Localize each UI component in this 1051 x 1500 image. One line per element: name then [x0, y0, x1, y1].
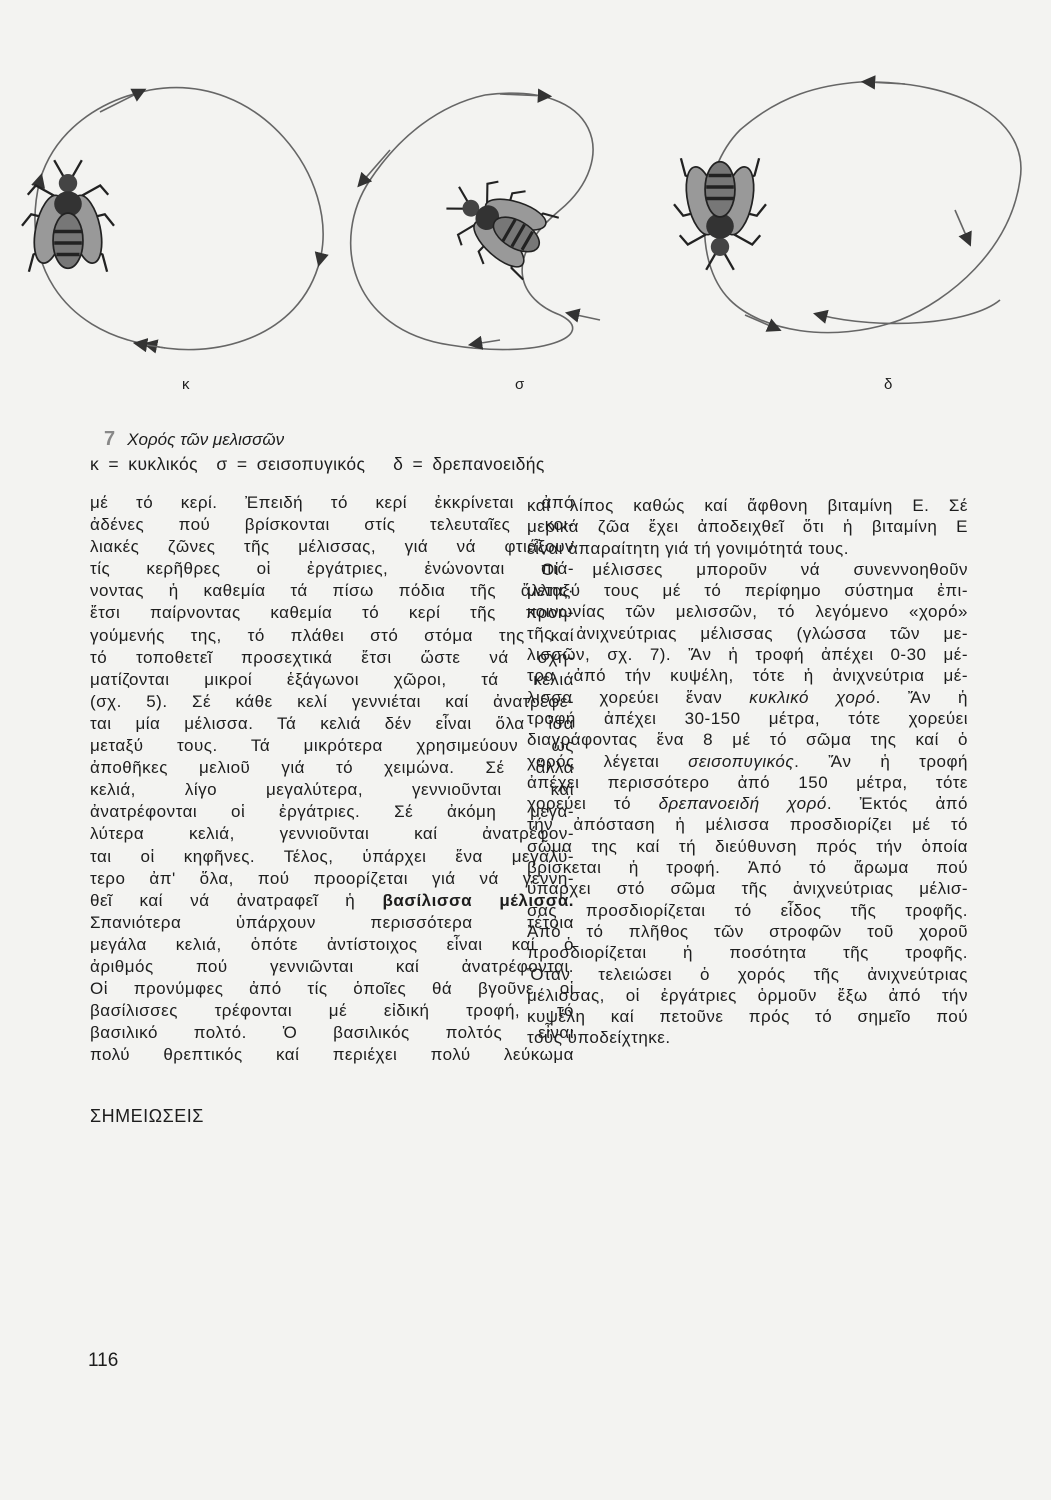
text-line — [90, 602, 574, 624]
text-segment: τῆς ἀνιχνεύτριας μέλισσας (γλώσσα τῶν με- — [527, 623, 968, 643]
text-line — [90, 1044, 574, 1066]
text-segment: βρίσκεται ἡ τροφή. Ἀπό τό ἄρωμα πού — [527, 858, 968, 878]
text-segment: πολύ θρεπτικός καί περιέχει πολύ λεύκωμα — [90, 1045, 574, 1065]
text-line — [90, 846, 574, 868]
text-segment: Ὅταν τελειώσει ὁ χορός τῆς ἀνιχνεύτριας — [527, 964, 968, 984]
text-segment: δρεπανοειδή χορό — [658, 794, 827, 814]
text-line — [90, 558, 574, 580]
text-line — [90, 978, 574, 1000]
label-sickle: δ — [884, 376, 893, 393]
sickle-dance-path — [705, 82, 1021, 333]
text-segment: καί λίπος καθώς καί ἄφθονη βιταμίνη Ε. Σέ — [527, 496, 968, 515]
text-segment: μέ τό κερί. Ἐπειδή τό κερί ἐκκρίνεται ἀπό — [90, 493, 574, 512]
text-line — [527, 495, 968, 516]
text-line — [90, 934, 574, 956]
text-line — [527, 857, 968, 878]
text-segment: λιακές ζῶνες τῆς μέλισσας, γιά νά φτιάξουν — [90, 537, 574, 557]
bee-waggle-icon — [432, 161, 562, 285]
bee-round-icon — [22, 160, 114, 272]
text-segment: σῶμα της καί τή διεύθυνση πρός τήν ὁποία — [527, 836, 968, 856]
text-line — [527, 985, 968, 1006]
text-segment: διαγράφοντας ἕνα 8 μέ τό σῶμα της καί ὁ — [527, 730, 968, 750]
text-segment: κυκλικό χορό — [749, 687, 876, 707]
text-line — [90, 1000, 574, 1022]
text-segment: Οἱ προνύμφες ἀπό τίς ὁποῖες θά βγοῦνε οἱ — [90, 979, 574, 999]
text-line — [90, 1022, 574, 1044]
text-line — [90, 868, 574, 890]
text-line — [90, 580, 574, 602]
text-segment: . Ἄν ἡ τροφή — [794, 751, 968, 771]
text-line — [90, 757, 574, 779]
text-segment: λύτερα κελιά, γεννιοῦνται καί ἀνατρέφον- — [90, 824, 574, 844]
text-segment: σας προσδιορίζεται τό εἶδος τῆς τροφῆς. — [527, 900, 968, 920]
text-segment: λισσῶν, σχ. 7). Ἄν ἡ τροφή ἀπέχει 0-30 μέ- — [527, 645, 968, 665]
text-line — [90, 669, 574, 691]
text-segment: τούς ὑποδείχτηκε. — [527, 1028, 671, 1048]
text-segment: τίς κερῆθρες οἱ ἐργάτριες, ἑνώνονται πιά- — [90, 559, 574, 579]
text-line — [527, 729, 968, 750]
text-segment: κοινωνίας τῶν μελισσῶν, τό λεγόμενο «χορό» — [527, 602, 968, 622]
text-segment: σεισοπυγικός — [688, 751, 795, 771]
text-line — [527, 921, 968, 942]
figure-legend: κ = κυκλικός σ = σεισοπυγικός δ = δρεπανοειδής — [90, 454, 545, 474]
text-segment: θεῖ καί νά ἀνατραφεῖ ἡ — [90, 890, 383, 910]
text-line — [527, 559, 968, 580]
text-segment: Ἀπό τό πλῆθος τῶν στροφῶν τοῦ χοροῦ — [527, 921, 968, 941]
text-line — [90, 713, 574, 735]
text-segment: χορεύει τό — [527, 794, 659, 814]
text-segment: ἀδένες πού βρίσκονται στίς τελευταῖες κοι- — [90, 515, 574, 535]
text-line — [90, 890, 574, 912]
text-segment: λισσα χορεύει ἕναν — [527, 687, 750, 707]
text-segment: ἀνατρέφονται οἱ ἐργάτριες. Σέ ἀκόμη μεγα- — [90, 802, 574, 822]
text-line — [90, 536, 574, 558]
text-line — [90, 823, 574, 845]
text-segment: ται μία μέλισσα. Τά κελιά δέν εἶναι ὅλα ἴσα — [90, 713, 574, 733]
text-line — [527, 793, 968, 814]
text-segment: νοντας ἡ καθεμία τά πίσω πόδια τῆς ἄλλης· — [90, 581, 574, 601]
text-line — [527, 708, 968, 729]
text-line — [527, 964, 968, 985]
notes-heading: ΣΗΜΕΙΩΣΕΙΣ — [90, 1106, 204, 1126]
text-line — [527, 516, 968, 537]
text-segment: μερικά ζῶα ἔχει ἀποδειχθεῖ ὅτι ἡ βιταμίνη Ε — [527, 517, 968, 537]
text-line — [527, 1006, 968, 1027]
text-line — [90, 912, 574, 934]
text-line — [527, 772, 968, 793]
left-column-text — [90, 492, 574, 1066]
label-waggle: σ — [515, 376, 525, 393]
text-line — [527, 580, 968, 601]
text-line — [527, 900, 968, 921]
text-segment: γούμενής της, τό πλάθει στό στόμα της καί — [90, 625, 574, 645]
text-line — [527, 751, 968, 772]
text-line — [90, 956, 574, 978]
text-segment: ἀποθῆκες μελιοῦ γιά τό χειμώνα. Σέ ἄλλα — [90, 758, 574, 778]
text-segment: τροφή ἀπέχει 30-150 μέτρα, τότε χορεύει — [527, 708, 968, 728]
text-line — [90, 514, 574, 536]
text-line — [90, 779, 574, 801]
figure-title: Χορός τῶν μελισσῶν — [127, 430, 285, 449]
text-line — [527, 942, 968, 963]
text-segment: ἀπέχει περισσότερο ἀπό 150 μέτρα, τότε — [527, 772, 968, 792]
text-segment: ἀριθμός πού γεννιῶνται καί ἀνατρέφονται. — [90, 956, 574, 976]
text-segment: μεταξύ τους. Τά μικρότερα χρησιμεύουν ὡς — [90, 736, 574, 756]
text-segment: βασίλισσες τρέφονται μέ εἰδική τροφή, τό — [90, 1001, 574, 1021]
text-line — [90, 735, 574, 757]
text-segment: Σπανιότερα ὑπάρχουν περισσότερα τέτοια — [90, 912, 574, 932]
right-column-text — [527, 495, 968, 1049]
text-segment: μεγάλα κελιά, ὁπότε ἀντίστοιχος εἶναι καί ὁ — [90, 934, 574, 954]
text-line — [527, 687, 968, 708]
figure-number: 7 — [104, 428, 116, 450]
text-line — [527, 644, 968, 665]
text-segment: Οἱ μέλισσες μποροῦν νά συνεννοηθοῦν — [541, 559, 968, 579]
text-line — [527, 814, 968, 835]
text-segment: κυψέλη καί πετοῦνε πρός τό σημεῖο πού — [527, 1007, 968, 1027]
text-segment: τό τοποθετεῖ προσεχτικά ἔτσι ὥστε νά σχη- — [90, 647, 574, 667]
text-segment: ἔτσι παίρνοντας καθεμία τό κερί τῆς προη- — [90, 603, 574, 623]
text-segment: κελιά, λίγο μεγαλύτερα, γεννιοῦνται καί — [90, 780, 574, 800]
text-line — [90, 492, 574, 514]
waggle-dance-path — [351, 93, 600, 349]
text-line — [90, 691, 574, 713]
text-segment: βασιλικό πολτό. Ὁ βασιλικός πολτός εἶναι — [90, 1023, 574, 1043]
text-segment: ὑπάρχει στό σῶμα τῆς ἀνιχνεύτριας μέλισ- — [527, 879, 968, 899]
text-segment: βασίλισσα μέλισσα. — [382, 890, 574, 910]
text-segment: τερο ἀπ' ὅλα, πού προορίζεται γιά νά γεννη- — [90, 868, 574, 888]
bee-sickle-icon — [674, 158, 766, 270]
text-segment: (σχ. 5). Σέ κάθε κελί γεννιέται καί ἀνατρέφε- — [90, 691, 574, 711]
text-segment: ται οἱ κηφῆνες. Τέλος, ὑπάρχει ἕνα μεγαλύ- — [90, 846, 574, 866]
page-number: 116 — [88, 1350, 119, 1371]
text-line — [90, 647, 574, 669]
text-line — [527, 538, 968, 559]
text-line — [527, 836, 968, 857]
text-line — [527, 1027, 968, 1048]
text-line — [527, 623, 968, 644]
text-segment: εἶναι ἀπαραίτητη γιά τή γονιμότητά τους. — [527, 538, 849, 558]
text-segment: τρα ἀπό τήν κυψέλη, τότε ἡ ἀνιχνεύτρια μέ- — [527, 666, 968, 686]
text-segment: χορός λέγεται — [527, 751, 689, 771]
bee-dance-figure — [0, 60, 1051, 370]
text-segment: . Ἐκτός ἀπό — [826, 794, 968, 814]
text-segment: . Ἄν ἡ — [875, 687, 968, 707]
text-segment: ματίζονται μικροί ἑξάγωνοι χῶροι, τά κελιά — [90, 669, 574, 689]
label-round: κ — [182, 376, 190, 393]
text-line — [90, 625, 574, 647]
text-line — [527, 665, 968, 686]
figure-caption — [104, 428, 284, 451]
text-segment: προσδιορίζεται ἡ ποσότητα τῆς τροφῆς. — [527, 943, 968, 963]
text-segment: τήν ἀπόσταση ἡ μέλισσα προσδιορίζει μέ τό — [527, 815, 968, 835]
text-line — [527, 878, 968, 899]
text-line — [527, 601, 968, 622]
text-line — [90, 801, 574, 823]
text-segment: μεταξύ τους μέ τό περίφημο σύστημα ἐπι- — [527, 581, 968, 601]
text-segment: μέλισσας, οἱ ἐργάτριες ὁρμοῦν ἔξω ἀπό τήν — [527, 985, 968, 1005]
